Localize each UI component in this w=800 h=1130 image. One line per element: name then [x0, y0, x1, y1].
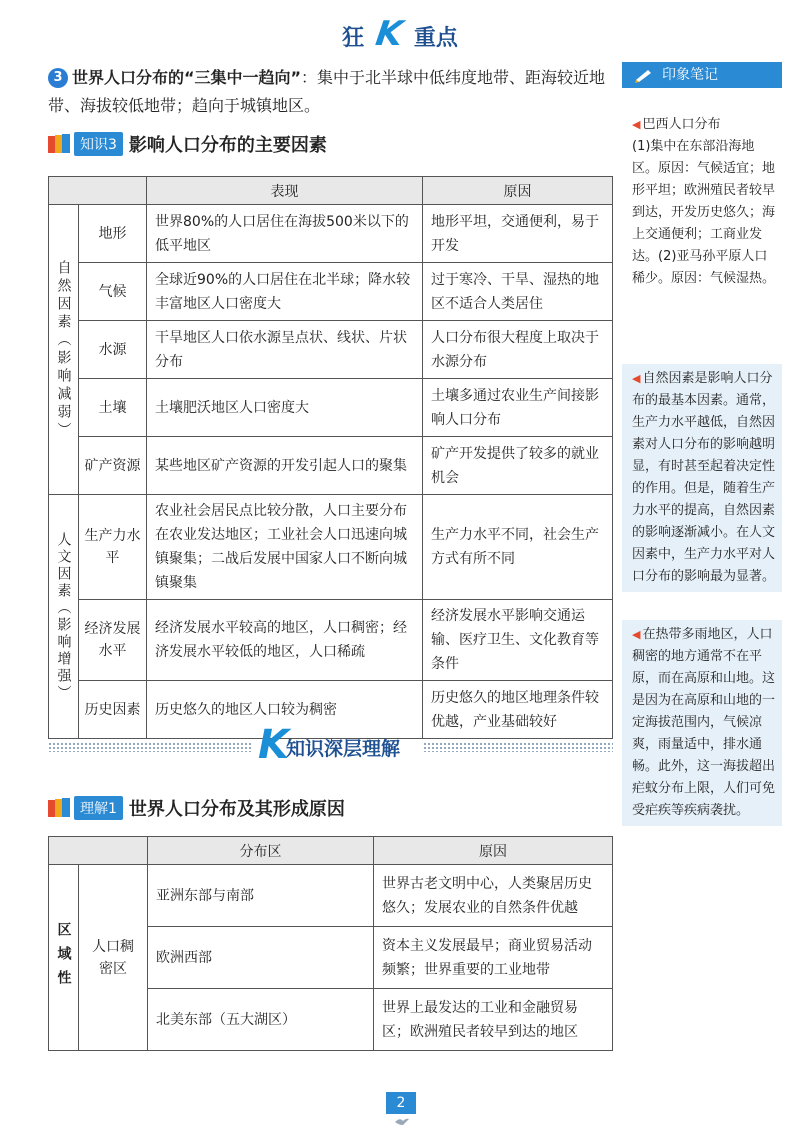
point-3-paragraph: [48, 64, 618, 120]
circle-number-badge: 3: [48, 68, 68, 88]
header-suffix: 重点: [413, 26, 458, 51]
factor-label: 经济发展水平: [79, 600, 147, 681]
table-row: [49, 263, 613, 321]
bird-icon: [394, 1116, 410, 1126]
reason-cell: 世界上最发达的工业和金融贸易区；欧洲殖民者较早到达的地区: [374, 989, 613, 1051]
factor-label: 水源: [79, 321, 147, 379]
category-human: 人文因素（影响增强）: [49, 495, 79, 739]
section-tag: 知识3: [74, 132, 123, 156]
note-tropical: [622, 620, 782, 826]
column-header-area: 分布区: [148, 837, 374, 865]
section-tag: 理解1: [74, 796, 123, 820]
distribution-table: [48, 836, 613, 1051]
factors-table: [48, 176, 613, 739]
show-cell: 干旱地区人口依水源呈点状、线状、片状分布: [147, 321, 423, 379]
column-header-show: 表现: [147, 177, 423, 205]
area-cell: 欧洲西部: [148, 927, 374, 989]
k-logo-icon: K: [373, 14, 405, 54]
point-3-heading: 世界人口分布的“三集中一趋向”: [72, 68, 302, 87]
point-3-text: ：集中于北半球中低纬度地带、距海较近地带、海拔较低地带；趋向于城镇地区。: [48, 68, 606, 115]
show-cell: 农业社会居民点比较分散，人口主要分布在农业发达地区；工业社会人口迅速向城镇聚集；二战后发展中国家人口不断向城镇聚集: [147, 495, 423, 600]
banner-title: 知识深层理解: [286, 738, 401, 760]
table-row: [49, 495, 613, 600]
column-header-reason: 原因: [374, 837, 613, 865]
reason-cell: 矿产开发提供了较多的就业机会: [423, 437, 613, 495]
factor-label: 气候: [79, 263, 147, 321]
table-row: [49, 600, 613, 681]
show-cell: 全球近90%的人口居住在北半球；降水较丰富地区人口密度大: [147, 263, 423, 321]
dense-area-label: 人口稠密区: [79, 865, 148, 1051]
notes-sidebar: [622, 62, 782, 1090]
reason-cell: 历史悠久的地区地理条件较优越，产业基础较好: [423, 681, 613, 739]
table-row: [49, 379, 613, 437]
show-cell: 土壤肥沃地区人口密度大: [147, 379, 423, 437]
table-row: [49, 321, 613, 379]
section-understanding-1: [48, 796, 345, 820]
note-natural-factors: [622, 364, 782, 592]
factor-label: 历史因素: [79, 681, 147, 739]
reason-cell: 生产力水平不同，社会生产方式有所不同: [423, 495, 613, 600]
category-natural: 自然因素（影响减弱）: [49, 205, 79, 495]
sidebar-header: [622, 62, 782, 88]
factor-label: 生产力水平: [79, 495, 147, 600]
factor-label: 地形: [79, 205, 147, 263]
reason-cell: 人口分布很大程度上取决于水源分布: [423, 321, 613, 379]
column-header-reason: 原因: [423, 177, 613, 205]
note-brazil: [622, 110, 782, 294]
area-cell: 北美东部（五大湖区）: [148, 989, 374, 1051]
reason-cell: 土壤多通过农业生产间接影响人口分布: [423, 379, 613, 437]
books-icon: [48, 798, 72, 818]
area-cell: 亚洲东部与南部: [148, 865, 374, 927]
show-cell: 世界80%的人口居住在海拔500米以下的低平地区: [147, 205, 423, 263]
table-corner-cell: [49, 177, 147, 205]
table-row: [49, 437, 613, 495]
reason-cell: 资本主义发展最早；商业贸易活动频繁；世界重要的工业地带: [374, 927, 613, 989]
dotted-divider: [423, 742, 613, 752]
marker-triangle-icon: ◀: [632, 628, 641, 641]
books-icon: [48, 134, 72, 154]
note-body: (1)集中在东部沿海地区。原因：气候适宜；地形平坦；欧洲殖民者较早到达，开发历史悠久；海上交通便利；工商业发达。(2)亚马孙平原人口稀少。原因：气候湿热。: [632, 139, 776, 286]
section-title: 世界人口分布及其形成原因: [128, 799, 345, 820]
reason-cell: 经济发展水平影响交通运输、医疗卫生、文化教育等条件: [423, 600, 613, 681]
reason-cell: 地形平坦，交通便利，易于开发: [423, 205, 613, 263]
note-body: 在热带多雨地区，人口稠密的地方通常不在平原，而在高原和山地。这是因为在高原和山地的一定海拔范围内，气候凉爽，雨量适中，排水通畅。此外，这一海拔超出疟蚊分布上限，人们可免受疟疾等疾病袭扰。: [632, 627, 776, 818]
marker-triangle-icon: ◀: [632, 372, 641, 385]
reason-cell: 过于寒冷、干旱、湿热的地区不适合人类居住: [423, 263, 613, 321]
sidebar-title: 印象笔记: [662, 67, 718, 83]
deep-understanding-banner: [48, 722, 613, 768]
section-title: 影响人口分布的主要因素: [128, 135, 327, 156]
page-header: [0, 14, 800, 54]
page-number: 2: [386, 1092, 416, 1114]
note-body: 自然因素是影响人口分布的最基本因素。通常，生产力水平越低，自然因素对人口分布的影响越明显，有时甚至起着决定性的作用。但是，随着生产力水平的提高，自然因素的影响逐渐减小。在人文因素中，生产力水平对人口分布的影响最为显著。: [632, 371, 776, 584]
marker-triangle-icon: ◀: [632, 118, 641, 131]
note-heading: 巴西人口分布: [642, 117, 721, 132]
show-cell: 经济发展水平较高的地区，人口稠密；经济发展水平较低的地区，人口稀疏: [147, 600, 423, 681]
show-cell: 某些地区矿产资源的开发引起人口的聚集: [147, 437, 423, 495]
table-row: [49, 205, 613, 263]
table-row: [49, 865, 613, 927]
header-prefix: 狂: [342, 26, 365, 51]
show-cell: 历史悠久的地区人口较为稠密: [147, 681, 423, 739]
reason-cell: 世界古老文明中心，人类聚居历史悠久；发展农业的自然条件优越: [374, 865, 613, 927]
section-knowledge-3: [48, 132, 327, 156]
dotted-divider: [48, 742, 253, 752]
factor-label: 矿产资源: [79, 437, 147, 495]
pencil-icon: [634, 67, 656, 83]
factor-label: 土壤: [79, 379, 147, 437]
category-regional: 区域性: [49, 865, 79, 1051]
k-logo-icon: K: [258, 722, 289, 768]
table-corner-cell: [49, 837, 148, 865]
